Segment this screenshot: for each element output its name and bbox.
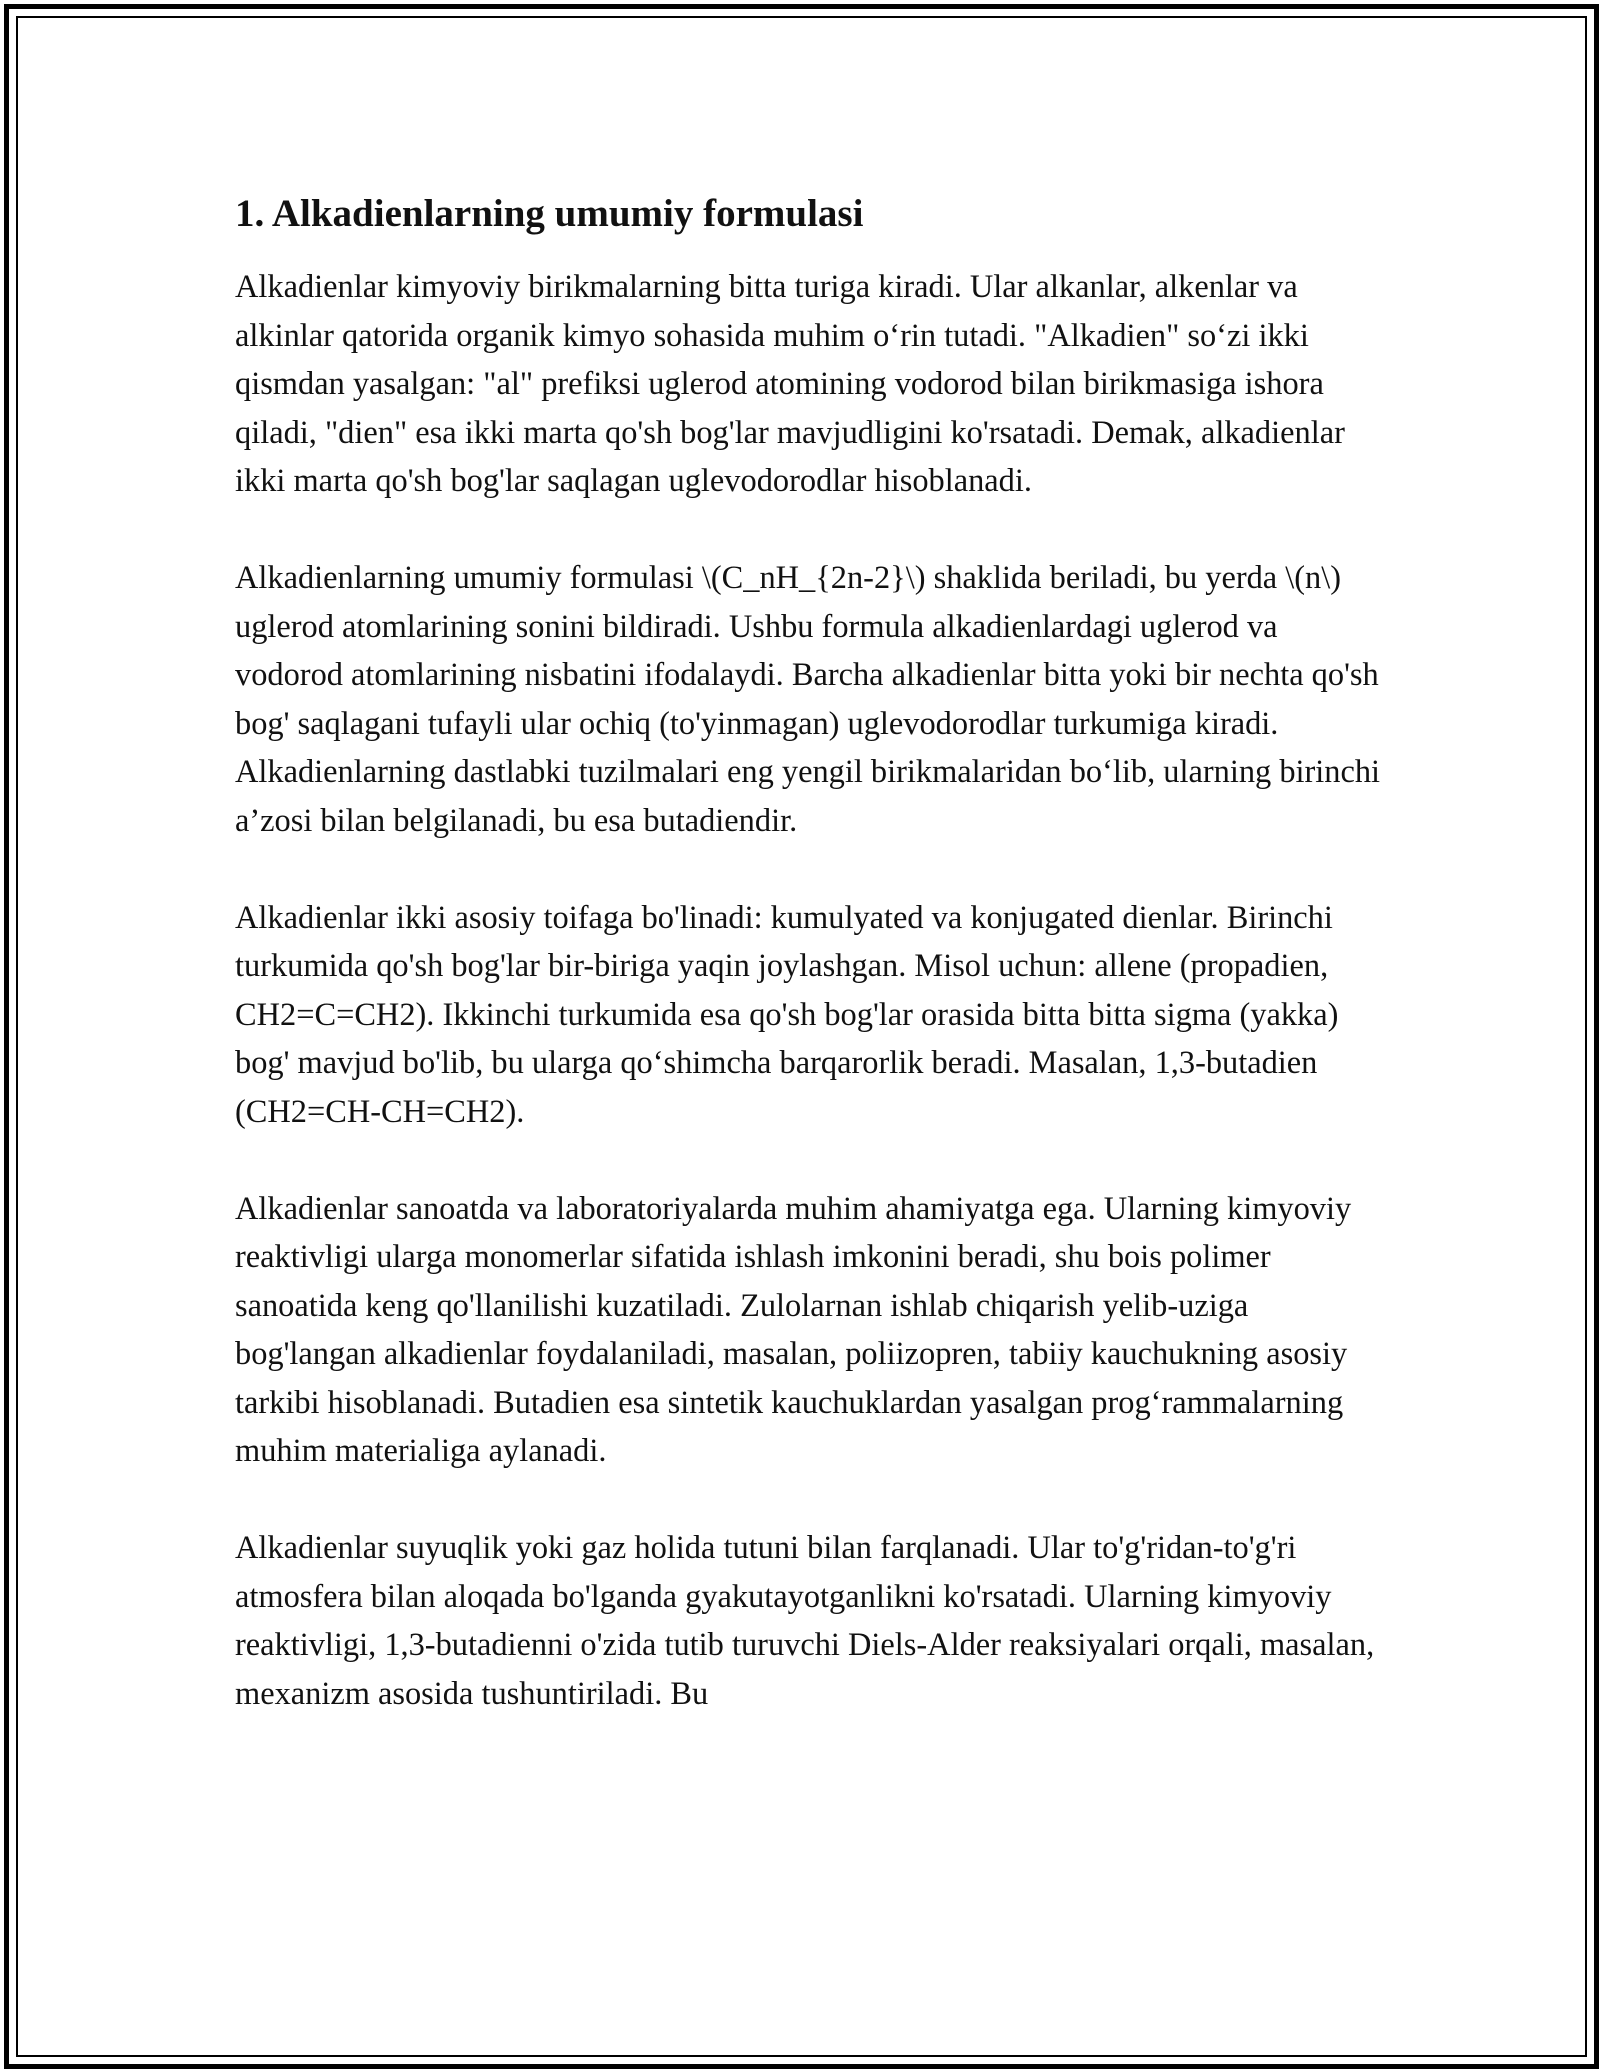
section-heading: 1. Alkadienlarning umumiy formulasi bbox=[235, 192, 864, 235]
paragraph-3: Alkadienlar ikki asosiy toifaga bo'linadi: kumulyated va konjugated dienlar. Birinchi turkumida qo'sh bog'lar bir-biriga yaqin joylashgan. Misol uchun: allene (propadien, CH2=C=CH2). Ikkinchi turkumida esa qo'sh bog'lar orasida bitta bitta sigma (yakka) bog' mavjud bo'lib, bu ularga qo‘shimcha barqarorlik beradi. Masalan, 1,3-butadien (CH2=CH-CH=CH2). bbox=[235, 899, 1339, 1130]
paragraph-2: Alkadienlarning umumiy formulasi \(C_nH_{2n-2}\) shaklida beriladi, bu yerda \(n\) uglerod atomlarining sonini bildiradi. Ushbu formula alkadienlardagi uglerod va vodorod atomlarining nisbatini ifodalaydi. Barcha alkadienlar bitta yoki bir nechta qo'sh bog' saqlagani tufayli ular ochiq (to'yinmagan) uglevodorodlar turkumiga kiradi. Alkadienlarning dastlabki tuzilmalari eng yengil birikmalaridan bo‘lib, ularning birinchi a’zosi bilan belgilanadi, bu esa butadiendir. bbox=[235, 560, 1381, 839]
paragraph-1: Alkadienlar kimyoviy birikmalarning bitta turiga kiradi. Ular alkanlar, alkenlar va alkinlar qatorida organik kimyo sohasida muhim o‘rin tutadi. "Alkadien" so‘zi ikki qismdan yasalgan: "al" prefiksi uglerod atomining vodorod bilan birikmasiga ishora qiladi, "dien" esa ikki marta qo'sh bog'lar mavjudligini ko'rsatadi. Demak, alkadienlar ikki marta qo'sh bog'lar saqlagan uglevodorodlar hisoblanadi. bbox=[235, 269, 1345, 499]
paragraph-5: Alkadienlar suyuqlik yoki gaz holida tutuni bilan farqlanadi. Ular to'g'ridan-to'g'ri atmosfera bilan aloqada bo'lganda gyakutayotganlikni ko'rsatadi. Ularning kimyoviy reaktivligi, 1,3-butadienni o'zida tutib turuvchi Diels-Alder reaksiyalari orqali, masalan, mexanizm asosida tushuntiriladi. Bu bbox=[235, 1530, 1375, 1712]
document-body bbox=[235, 185, 1385, 1767]
paragraph-4: Alkadienlar sanoatda va laboratoriyalarda muhim ahamiyatga ega. Ularning kimyoviy reaktivligi ularga monomerlar sifatida ishlash imkonini beradi, shu bois polimer sanoatida keng qo'llanilishi kuzatiladi. Zulolarnan ishlab chiqarish yelib-uziga bog'langan alkadienlar foydalaniladi, masalan, poliizopren, tabiiy kauchukning asosiy tarkibi hisoblanadi. Butadien esa sintetik kauchuklardan yasalgan prog‘rammalarning muhim materialiga aylanadi. bbox=[235, 1190, 1352, 1469]
